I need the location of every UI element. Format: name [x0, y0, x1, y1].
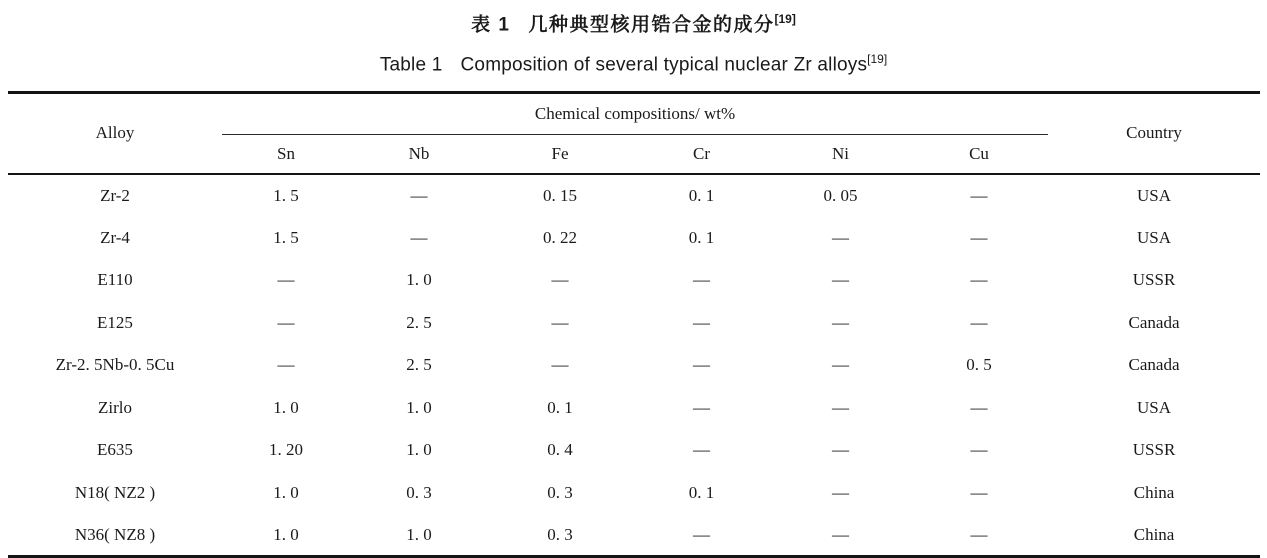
value-nb: —: [410, 185, 428, 205]
value-nb: 0. 3: [406, 482, 432, 502]
value-cr: —: [693, 440, 710, 460]
value-cr: 0. 1: [688, 482, 715, 502]
table-captions: [0, 0, 1267, 79]
table-row-e635: [8, 429, 1260, 472]
value-ni: —: [832, 397, 849, 417]
value-nb: 2. 5: [406, 312, 432, 332]
table-row-n18: [8, 472, 1260, 515]
alloy-name: Zr-4: [100, 227, 130, 247]
value-cu: 0. 5: [966, 355, 992, 375]
table-row-n36: [8, 514, 1260, 557]
value-cr: —: [693, 270, 710, 290]
value-sn: 1. 5: [273, 185, 299, 205]
column-header-fe: Fe: [551, 143, 569, 163]
value-nb: 1. 0: [406, 397, 432, 417]
table-title-english: [0, 46, 1267, 78]
value-cu: —: [970, 227, 988, 247]
value-ni: —: [832, 524, 849, 544]
value-sn: 1. 0: [273, 524, 299, 544]
country: USA: [1137, 227, 1172, 247]
value-cu: —: [970, 312, 988, 332]
value-sn: 1. 0: [273, 397, 299, 417]
value-sn: 1. 20: [269, 440, 303, 460]
table-title-english-text: Composition of several typical nuclear Zr alloys: [460, 54, 868, 76]
value-cu: —: [970, 440, 988, 460]
value-sn: 1. 0: [273, 482, 299, 502]
value-sn: —: [277, 312, 295, 332]
value-ni: 0. 05: [823, 185, 858, 205]
column-header-alloy: Alloy: [95, 123, 135, 143]
citation-ref-english: [19]: [867, 52, 888, 67]
column-group-header-compositions: Chemical compositions/ wt%: [222, 92, 1048, 134]
country: Canada: [1128, 312, 1180, 332]
value-cu: —: [970, 397, 988, 417]
value-ni: —: [832, 270, 849, 290]
value-fe: 0. 4: [547, 440, 573, 460]
table-body: [8, 174, 1260, 557]
citation-ref-chinese: [19]: [774, 12, 796, 26]
alloy-name: E110: [97, 270, 133, 290]
value-cr: —: [693, 397, 710, 417]
value-fe: 0. 3: [547, 524, 573, 544]
value-cr: —: [693, 524, 710, 544]
column-header-ni: Ni: [832, 143, 849, 163]
value-ni: —: [832, 355, 849, 375]
country: USA: [1137, 185, 1172, 205]
table-row-e125: [8, 302, 1260, 345]
value-fe: —: [551, 355, 569, 375]
column-header-country: Country: [1126, 123, 1182, 143]
value-cu: —: [970, 524, 988, 544]
country: USSR: [1132, 270, 1176, 290]
table-number-chinese: 表 1: [471, 14, 511, 36]
value-fe: —: [551, 312, 569, 332]
value-fe: 0. 15: [543, 185, 577, 205]
country: USSR: [1132, 440, 1176, 460]
table-row-zr2: [8, 174, 1260, 217]
value-ni: —: [832, 312, 849, 332]
table-row-zr25nb05cu: [8, 344, 1260, 387]
alloy-name: E125: [97, 312, 133, 332]
value-nb: 1. 0: [406, 440, 432, 460]
country: USA: [1137, 397, 1172, 417]
table-row-e110: [8, 259, 1260, 302]
table-header: [8, 92, 1260, 174]
country: China: [1133, 524, 1175, 544]
column-header-sn: Sn: [277, 143, 295, 163]
column-header-nb: Nb: [408, 143, 430, 163]
table-title-chinese: [0, 6, 1267, 38]
value-cr: 0. 1: [688, 227, 715, 247]
value-ni: —: [832, 482, 849, 502]
value-ni: —: [832, 227, 849, 247]
value-fe: 0. 1: [547, 397, 573, 417]
table-number-english: Table 1: [379, 54, 443, 76]
value-fe: —: [551, 270, 569, 290]
alloy-composition-table: [8, 91, 1260, 558]
value-cu: —: [970, 185, 988, 205]
value-nb: —: [410, 227, 428, 247]
table-title-chinese-text: 几种典型核用锆合金的成分: [528, 14, 775, 36]
alloy-name: N18( NZ2 ): [74, 482, 156, 502]
alloy-name: Zirlo: [98, 397, 132, 417]
alloy-name: N36( NZ8 ): [74, 524, 156, 544]
table-row-zr4: [8, 217, 1260, 260]
column-header-cu: Cu: [969, 143, 989, 163]
alloy-name: Zr-2. 5Nb-0. 5Cu: [55, 355, 175, 375]
value-sn: —: [277, 270, 295, 290]
value-fe: 0. 3: [547, 482, 573, 502]
header-row-group: [8, 92, 1260, 134]
value-nb: 1. 0: [406, 270, 432, 290]
value-cu: —: [970, 270, 988, 290]
value-sn: 1. 5: [273, 227, 299, 247]
alloy-name: E635: [97, 440, 133, 460]
table-row-zirlo: [8, 387, 1260, 430]
value-cr: 0. 1: [688, 185, 715, 205]
column-header-cr: Cr: [693, 143, 710, 163]
value-fe: 0. 22: [543, 227, 577, 247]
value-ni: —: [832, 440, 849, 460]
country: Canada: [1128, 355, 1180, 375]
value-sn: —: [277, 355, 295, 375]
value-cu: —: [970, 482, 988, 502]
alloy-name: Zr-2: [100, 185, 130, 205]
value-cr: —: [693, 312, 710, 332]
value-nb: 1. 0: [406, 524, 432, 544]
value-nb: 2. 5: [406, 355, 432, 375]
country: China: [1133, 482, 1175, 502]
value-cr: —: [693, 355, 710, 375]
